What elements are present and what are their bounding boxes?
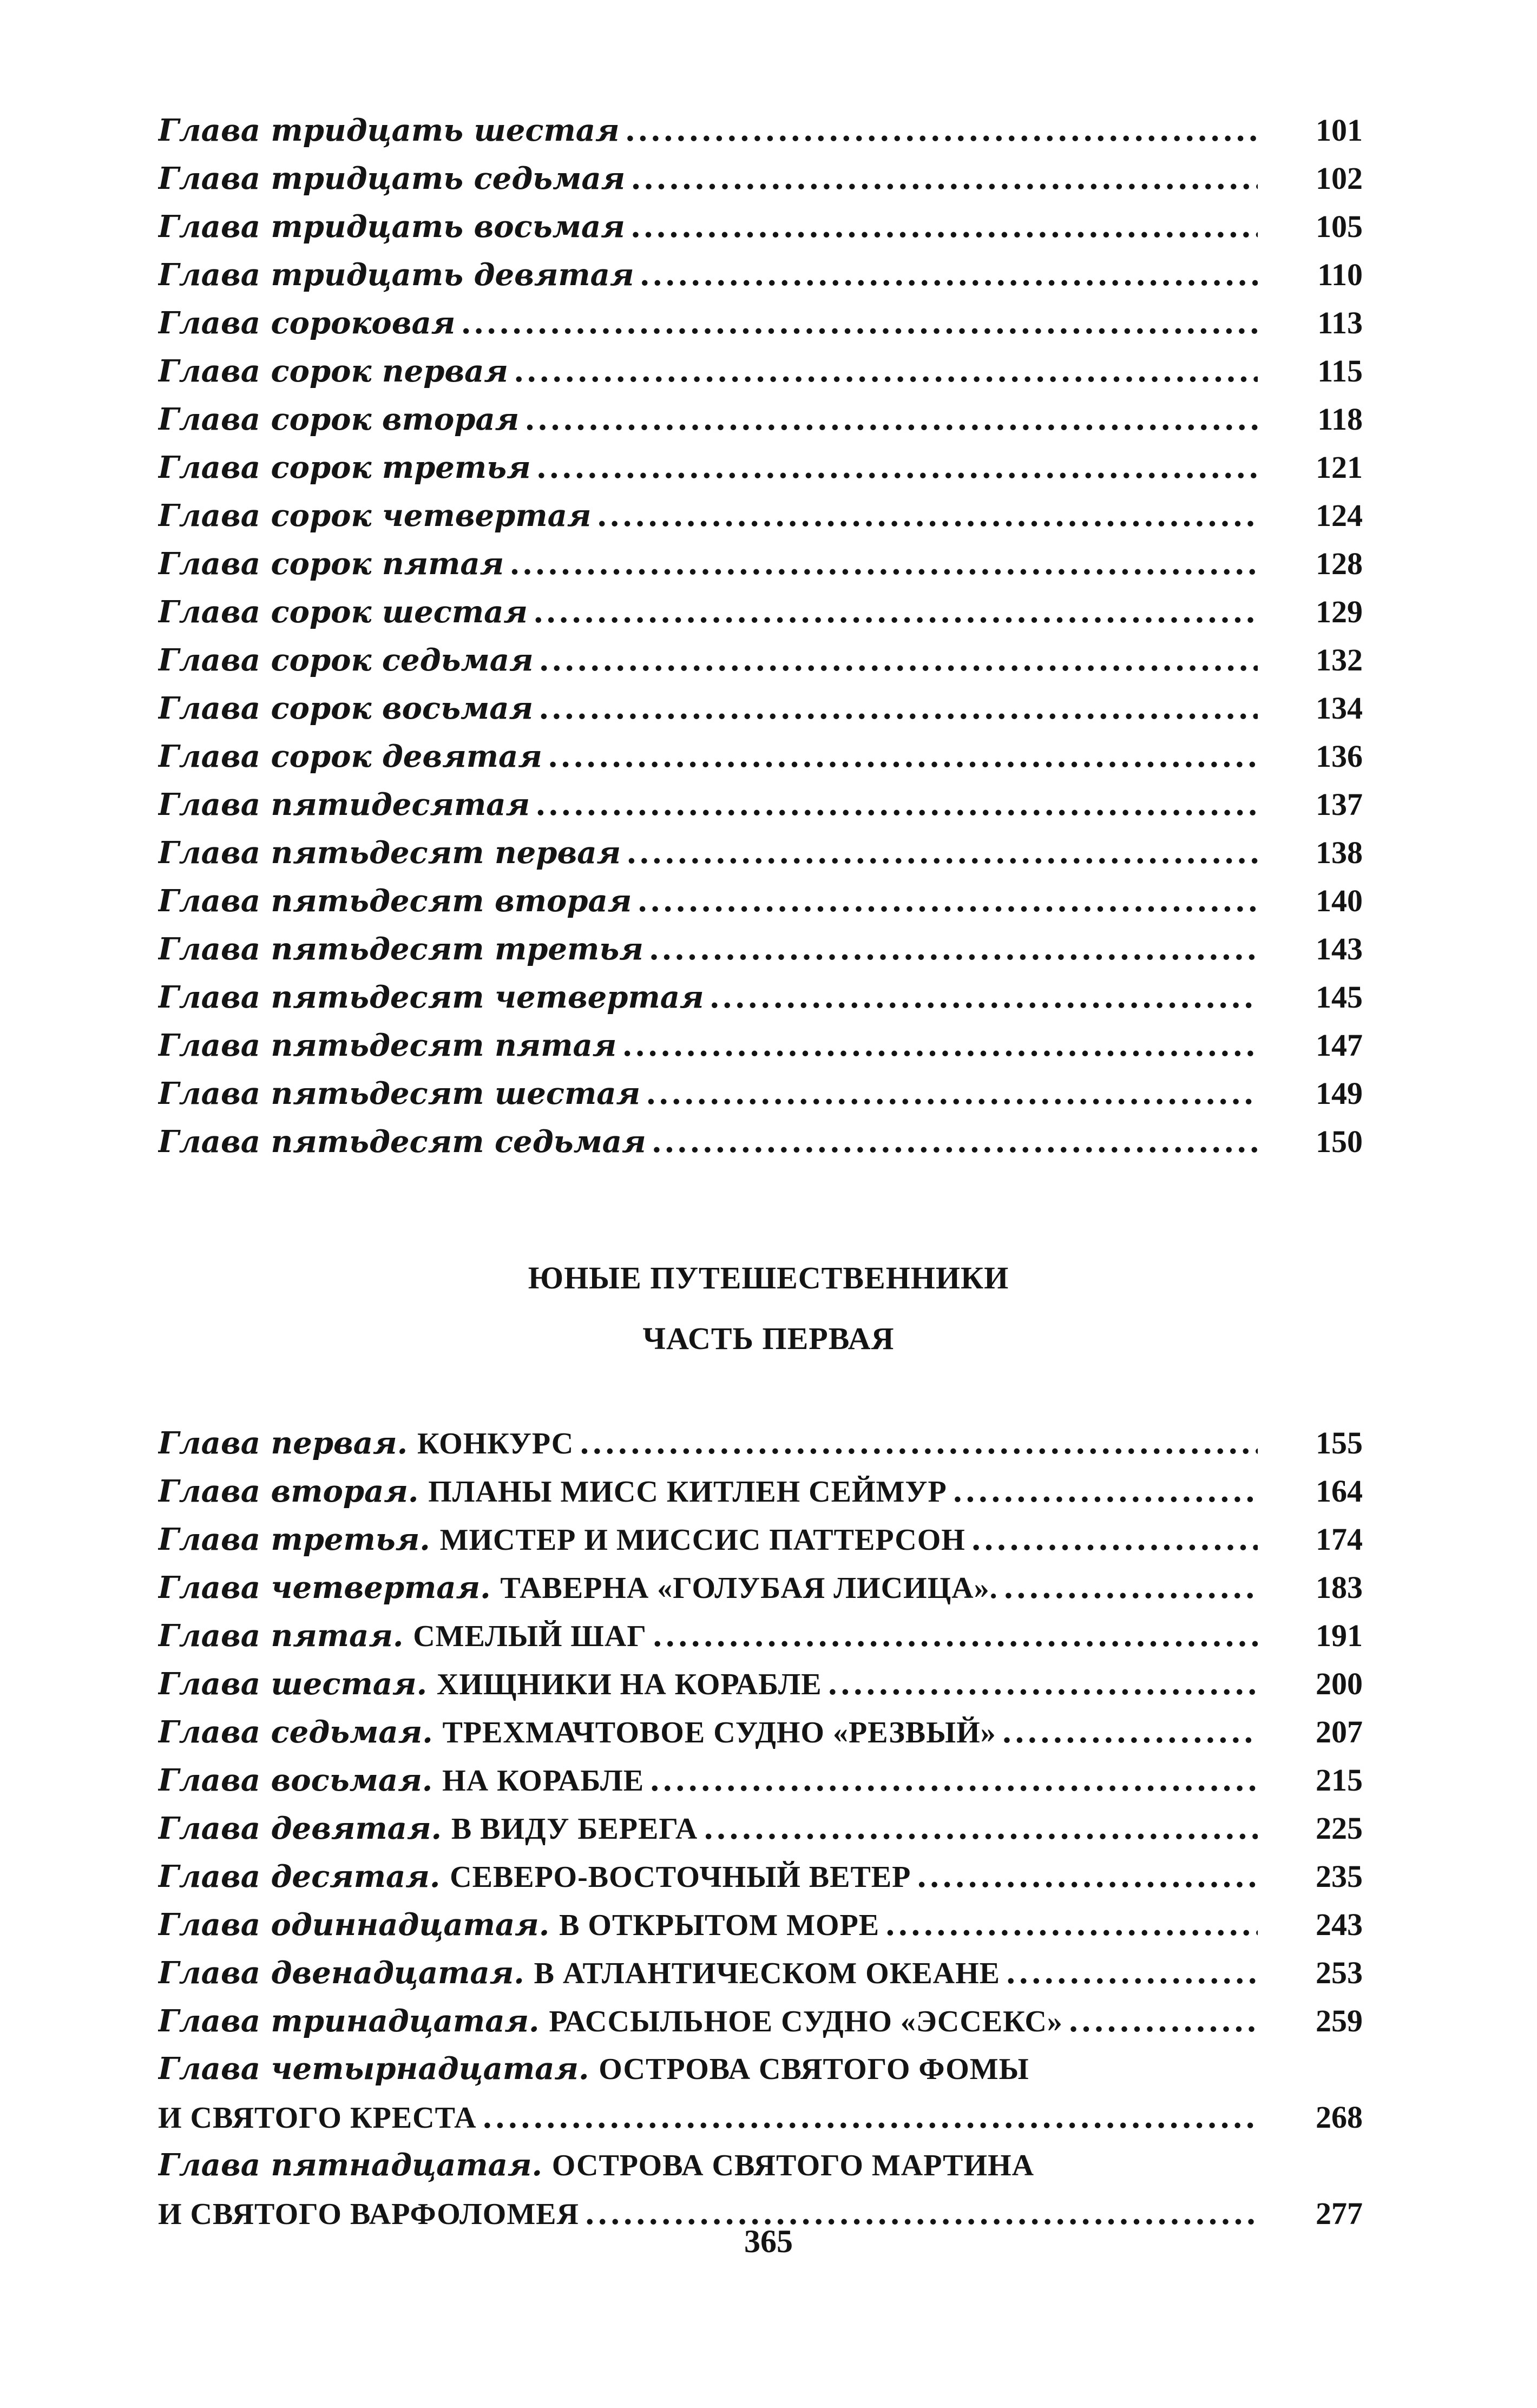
toc-row[interactable]: [158, 202, 1379, 251]
chapter-entry: [158, 2045, 1029, 2094]
page-ref: 183: [1316, 1570, 1363, 1605]
dot-leader: [710, 973, 1258, 1022]
toc-row[interactable]: [158, 1804, 1379, 1852]
chapter-title: СМЕЛЫЙ ШАГ: [413, 1620, 647, 1653]
page-ref: 121: [1316, 450, 1363, 485]
page-ref: 207: [1316, 1714, 1363, 1749]
chapter-label: Глава тридцать девятая: [158, 257, 634, 293]
toc-row-continuation[interactable]: [158, 2093, 1379, 2141]
toc-row[interactable]: [158, 780, 1379, 828]
toc-row[interactable]: [158, 973, 1379, 1021]
chapter-label: Глава сороковая: [158, 305, 456, 341]
chapter-label: Глава одиннадцатая.: [158, 1907, 550, 1943]
chapter-label: Глава сорок вторая: [158, 402, 520, 437]
chapter-entry: [158, 1468, 947, 1516]
dot-leader: [827, 1660, 1258, 1708]
dot-leader: [1002, 1708, 1258, 1756]
chapter-label: Глава пятидесятая: [158, 787, 530, 823]
dot-leader: [524, 396, 1258, 444]
page-ref: 253: [1316, 1955, 1363, 1990]
chapter-label: Глава тридцать седьмая: [158, 161, 626, 196]
chapter-label: Глава пятьдесят четвертая: [158, 979, 704, 1015]
toc-row[interactable]: [158, 1611, 1379, 1660]
toc-row[interactable]: [158, 1660, 1379, 1708]
page-ref: 132: [1316, 642, 1363, 677]
chapter-entry: [158, 2141, 1034, 2190]
dot-leader: [953, 1468, 1258, 1516]
page-ref: 215: [1316, 1762, 1363, 1798]
chapter-entry: [158, 1997, 1063, 2046]
toc-row[interactable]: [158, 684, 1379, 732]
chapter-title-continued: И СВЯТОГО ВАРФОЛОМЕЯ: [158, 2198, 579, 2231]
chapter-entry: [158, 1419, 574, 1468]
toc-row[interactable]: [158, 732, 1379, 780]
page-ref: 136: [1316, 739, 1363, 774]
page-ref: 149: [1316, 1076, 1363, 1111]
toc-row-first-line[interactable]: [158, 2141, 1379, 2189]
toc-row[interactable]: [158, 877, 1379, 925]
toc-row[interactable]: [158, 1708, 1379, 1756]
chapter-entry: [158, 1660, 822, 1709]
page-ref: 140: [1316, 883, 1363, 918]
page-ref: 110: [1317, 257, 1363, 292]
chapter-label: Глава тринадцатая.: [158, 2003, 540, 2039]
dot-leader: [548, 733, 1258, 781]
dot-leader: [652, 1118, 1258, 1166]
dot-leader: [630, 203, 1258, 251]
chapter-label: Глава сорок девятая: [158, 739, 542, 774]
dot-leader: [649, 1756, 1258, 1805]
page-ref: 137: [1316, 787, 1363, 822]
toc-row[interactable]: [158, 636, 1379, 684]
chapter-title-continued: И СВЯТОГО КРЕСТА: [158, 2101, 477, 2135]
toc-row[interactable]: [158, 299, 1379, 347]
page-ref: 101: [1316, 113, 1363, 148]
toc-row[interactable]: [158, 106, 1379, 154]
chapter-title: ОСТРОВА СВЯТОГО ФОМЫ: [599, 2052, 1029, 2086]
chapter-label: Глава сорок шестая: [158, 594, 528, 630]
page-ref: 143: [1316, 931, 1363, 966]
dot-leader: [885, 1901, 1258, 1949]
page-ref: 147: [1316, 1028, 1363, 1063]
toc-row[interactable]: [158, 1117, 1379, 1166]
dot-leader: [482, 2094, 1258, 2142]
page-number: 365: [744, 2223, 793, 2259]
dot-leader: [703, 1805, 1258, 1853]
chapter-title: КОНКУРС: [417, 1427, 574, 1460]
dot-leader: [649, 925, 1258, 973]
toc-row[interactable]: [158, 1069, 1379, 1117]
chapter-title: ТРЕХМАЧТОВОЕ СУДНО «РЕЗВЫЙ»: [442, 1716, 996, 1749]
chapter-entry: [158, 1612, 647, 1661]
page-ref: 155: [1316, 1425, 1363, 1460]
chapter-label: Глава пятая.: [158, 1618, 404, 1654]
toc-row[interactable]: [158, 1852, 1379, 1900]
chapter-label: Глава вторая.: [158, 1473, 419, 1509]
chapter-label: Глава восьмая.: [158, 1762, 433, 1798]
dot-leader: [533, 588, 1258, 636]
page-ref: 225: [1316, 1811, 1363, 1846]
dot-leader: [538, 685, 1258, 733]
chapter-label: Глава пятьдесят третья: [158, 931, 643, 967]
chapter-title: ТАВЕРНА «ГОЛУБАЯ ЛИСИЦА».: [500, 1571, 998, 1605]
chapter-label: Глава пятьдесят пятая: [158, 1028, 617, 1063]
chapter-entry: [158, 1901, 879, 1950]
dot-leader: [535, 781, 1258, 829]
toc-row[interactable]: [158, 1997, 1379, 2045]
page-ref: 124: [1316, 498, 1363, 533]
toc-row[interactable]: [158, 491, 1379, 540]
chapter-entry: [158, 1564, 998, 1613]
dot-leader: [539, 636, 1258, 685]
toc-row[interactable]: [158, 1756, 1379, 1804]
chapter-label: Глава четвертая.: [158, 1570, 491, 1606]
chapter-title: МИСТЕР И МИССИС ПАТТЕРСОН: [439, 1523, 965, 1557]
page-ref: 277: [1316, 2196, 1363, 2231]
page-ref: 200: [1316, 1666, 1363, 1701]
dot-leader: [916, 1853, 1258, 1901]
toc-row[interactable]: [158, 1419, 1379, 1467]
chapter-entry: [158, 1756, 644, 1805]
dot-leader: [514, 347, 1258, 396]
toc-row[interactable]: [158, 251, 1379, 299]
chapter-label: Глава шестая.: [158, 1666, 428, 1702]
chapter-label: Глава тридцать восьмая: [158, 209, 625, 245]
dot-leader: [626, 829, 1258, 877]
chapter-entry: [158, 1805, 698, 1853]
chapter-title: РАССЫЛЬНОЕ СУДНО «ЭССЕКС»: [549, 2005, 1063, 2038]
toc-list-part-one: [158, 1419, 1379, 2238]
chapter-label: Глава девятая.: [158, 1811, 442, 1846]
chapter-label: Глава двенадцатая.: [158, 1955, 524, 1991]
chapter-label: Глава сорок первая: [158, 353, 508, 389]
chapter-label: Глава пятьдесят первая: [158, 835, 621, 871]
page-ref: 191: [1316, 1618, 1363, 1653]
chapter-entry: [158, 1949, 1000, 1998]
toc-row[interactable]: [158, 443, 1379, 491]
chapter-title: В ОТКРЫТОМ МОРЕ: [559, 1909, 880, 1942]
dot-leader: [630, 155, 1258, 203]
page-ref: 115: [1317, 353, 1363, 389]
chapter-label: Глава сорок восьмая: [158, 690, 534, 726]
chapter-entry: [158, 1516, 965, 1564]
chapter-title: В ВИДУ БЕРЕГА: [451, 1812, 698, 1846]
toc-row[interactable]: [158, 395, 1379, 443]
dot-leader: [622, 1022, 1258, 1070]
page-ref: 129: [1316, 594, 1363, 629]
page-ref: 235: [1316, 1859, 1363, 1894]
toc-row[interactable]: [158, 1515, 1379, 1563]
page-ref: 150: [1316, 1124, 1363, 1159]
page-ref: 118: [1317, 402, 1363, 437]
page-ref: 102: [1316, 161, 1363, 196]
chapter-entry: [158, 1853, 911, 1902]
dot-leader: [652, 1612, 1258, 1660]
dot-leader: [579, 1419, 1258, 1468]
dot-leader: [536, 444, 1258, 492]
book-title-heading: ЮНЫЕ ПУТЕШЕСТВЕННИКИ: [528, 1260, 1009, 1295]
chapter-title: СЕВЕРО-ВОСТОЧНЫЙ ВЕТЕР: [450, 1860, 911, 1894]
dot-leader: [625, 107, 1258, 155]
chapter-label: Глава седьмая.: [158, 1714, 433, 1750]
dot-leader: [1003, 1564, 1258, 1612]
chapter-label: Глава сорок седьмая: [158, 642, 534, 678]
toc-row-first-line[interactable]: [158, 2045, 1379, 2093]
chapter-label: Глава пятьдесят вторая: [158, 883, 632, 919]
chapter-label: Глава третья.: [158, 1522, 430, 1557]
chapter-label: Глава четырнадцатая.: [158, 2051, 589, 2087]
page-ref: 113: [1317, 305, 1363, 340]
dot-leader: [509, 540, 1258, 588]
dot-leader: [637, 877, 1258, 925]
toc-row[interactable]: [158, 1467, 1379, 1515]
page-ref: 268: [1316, 2100, 1363, 2135]
chapter-label: Глава первая.: [158, 1425, 408, 1461]
page-ref: 105: [1316, 209, 1363, 244]
toc-row[interactable]: [158, 925, 1379, 973]
chapter-label: Глава пятьдесят шестая: [158, 1076, 641, 1111]
dot-leader: [646, 1070, 1258, 1118]
dot-leader: [461, 299, 1258, 347]
toc-row[interactable]: [158, 154, 1379, 202]
chapter-label: Глава сорок четвертая: [158, 498, 592, 534]
toc-row[interactable]: [158, 1900, 1379, 1949]
page-ref: 164: [1316, 1473, 1363, 1509]
page-ref: 259: [1316, 2003, 1363, 2038]
chapter-entry: [158, 1708, 996, 1757]
toc-row[interactable]: [158, 588, 1379, 636]
toc-row[interactable]: [158, 1949, 1379, 1997]
chapter-title: НА КОРАБЛЕ: [442, 1764, 645, 1798]
toc-row[interactable]: [158, 1021, 1379, 1069]
toc-row[interactable]: [158, 347, 1379, 395]
chapter-label: Глава пятьдесят седьмая: [158, 1124, 646, 1160]
chapter-title: ХИЩНИКИ НА КОРАБЛЕ: [436, 1668, 822, 1701]
dot-leader: [1068, 1997, 1258, 2045]
chapter-label: Глава пятнадцатая.: [158, 2147, 542, 2183]
page-ref: 243: [1316, 1907, 1363, 1942]
chapter-label: Глава тридцать шестая: [158, 113, 620, 148]
part-title-heading: ЧАСТЬ ПЕРВАЯ: [642, 1321, 895, 1356]
dot-leader: [640, 251, 1258, 299]
toc-row[interactable]: [158, 540, 1379, 588]
toc-row[interactable]: [158, 828, 1379, 877]
chapter-label: Глава десятая.: [158, 1859, 441, 1894]
chapter-title: ОСТРОВА СВЯТОГО МАРТИНА: [551, 2149, 1035, 2182]
page-ref: 128: [1316, 546, 1363, 581]
chapter-title: В АТЛАНТИЧЕСКОМ ОКЕАНЕ: [534, 1957, 1001, 1990]
toc-row[interactable]: [158, 1563, 1379, 1611]
toc-list-previous-part: [158, 106, 1379, 1166]
page-ref: 138: [1316, 835, 1363, 870]
dot-leader: [971, 1516, 1258, 1564]
page-ref: 134: [1316, 690, 1363, 726]
page-ref: 145: [1316, 979, 1363, 1015]
page-ref: 174: [1316, 1522, 1363, 1557]
dot-leader: [596, 492, 1258, 540]
dot-leader: [1006, 1949, 1258, 1997]
chapter-title: ПЛАНЫ МИСС КИТЛЕН СЕЙМУР: [428, 1475, 947, 1509]
chapter-label: Глава сорок пятая: [158, 546, 504, 582]
chapter-label: Глава сорок третья: [158, 450, 531, 485]
